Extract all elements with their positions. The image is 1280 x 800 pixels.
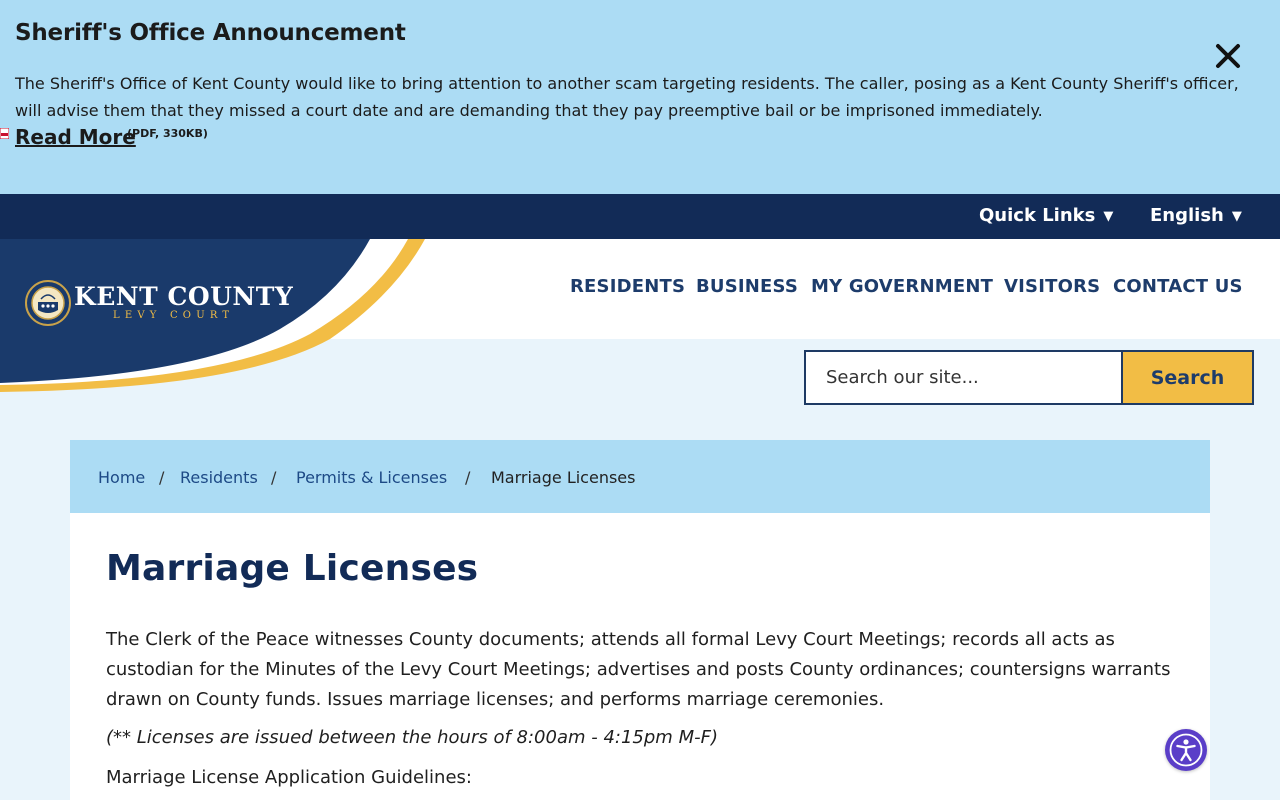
accessibility-icon (1169, 733, 1203, 767)
quick-links-dropdown[interactable] (979, 205, 1113, 226)
nav-visitors[interactable]: VISITORS (1004, 276, 1101, 297)
nav-residents[interactable]: RESIDENTS (570, 276, 686, 297)
announcement-banner (0, 0, 1280, 194)
file-info: (PDF, 330KB) (127, 127, 208, 140)
hours-note: (** Licenses are issued between the hours of 8:00am - 4:15pm M-F) (106, 727, 718, 748)
announcement-text: The Sheriff's Office of Kent County would like to bring attention to another scam targeting residents. The caller, posing as a Kent County Sheriff's officer, will advise them that they missed a court date and are demanding that they pay preemptive bail or be imprisoned immediately. (15, 74, 1239, 120)
close-icon[interactable] (1212, 40, 1244, 72)
nav-business[interactable]: BUSINESS (696, 276, 799, 297)
pdf-icon (0, 128, 9, 139)
quick-links-label: Quick Links (979, 205, 1096, 226)
breadcrumb-residents[interactable]: Residents (180, 468, 258, 487)
logo-name: KENT COUNTY (74, 282, 294, 311)
language-dropdown[interactable] (1150, 205, 1242, 226)
language-label: English (1150, 205, 1224, 226)
caret-down-icon: ▼ (1231, 209, 1242, 224)
site-logo[interactable] (25, 280, 294, 328)
breadcrumb-permits-licenses[interactable]: Permits & Licenses (296, 468, 448, 487)
caret-down-icon: ▼ (1103, 209, 1114, 224)
read-more-link[interactable]: Read More (15, 125, 136, 149)
announcement-title: Sheriff's Office Announcement (15, 20, 406, 46)
breadcrumb-separator: / (271, 468, 277, 487)
search-field-wrapper (804, 350, 1122, 405)
breadcrumb-home[interactable]: Home (98, 468, 146, 487)
breadcrumb-separator: / (465, 468, 471, 487)
accessibility-button[interactable] (1165, 729, 1207, 771)
breadcrumb (70, 440, 1210, 513)
guidelines-heading: Marriage License Application Guidelines: (106, 767, 472, 788)
search-button[interactable]: Search (1121, 350, 1254, 405)
page-title: Marriage Licenses (106, 548, 479, 589)
search-input[interactable] (806, 352, 1122, 403)
breadcrumb-current: Marriage Licenses (491, 468, 636, 487)
logo-subtitle: LEVY COURT (113, 310, 235, 321)
breadcrumb-separator: / (159, 468, 165, 487)
county-seal-icon (25, 280, 71, 326)
nav-contact-us[interactable]: CONTACT US (1113, 276, 1243, 297)
intro-paragraph: The Clerk of the Peace witnesses County documents; attends all formal Levy Court Meetings; records all acts as custodian for the Minutes of the Levy Court Meetings; advertises and posts County ordinances; countersigns warrants drawn on County funds. Issues marriage licenses; and performs marriage ceremonies. (106, 629, 1171, 710)
nav-my-government[interactable]: MY GOVERNMENT (811, 276, 994, 297)
utility-bar (0, 194, 1280, 239)
